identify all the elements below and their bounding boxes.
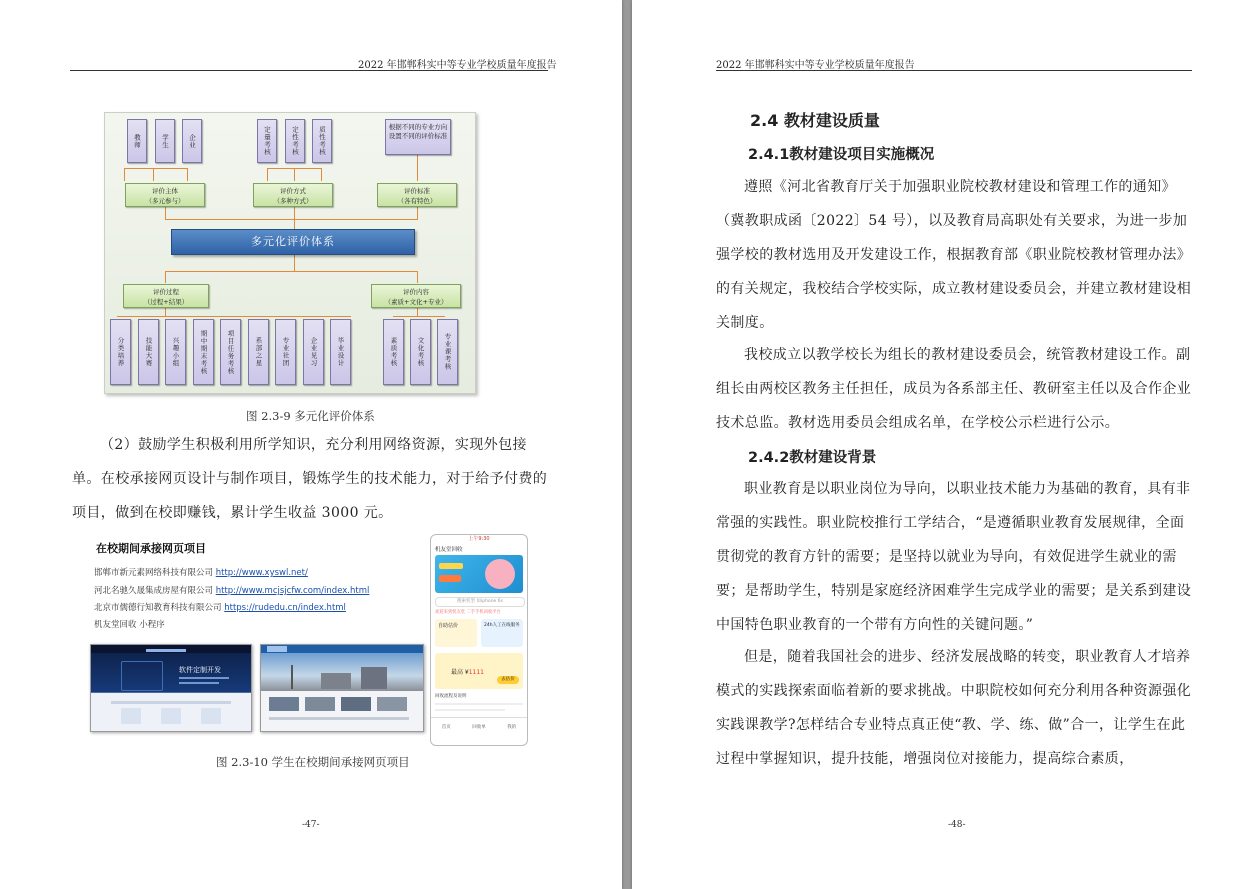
bottom-item: 项目任务考核 — [220, 319, 241, 385]
search-input[interactable]: 搜索机型 如iphone 6s — [435, 597, 525, 607]
mini-program-screenshot — [430, 534, 528, 746]
top-item: 定量考核 — [257, 119, 277, 163]
website-screenshot-2 — [260, 644, 424, 732]
banner-text: 软件定制开发 — [179, 666, 221, 674]
bottom-item: 专业课考核 — [437, 319, 458, 385]
body-paragraph: （2）鼓励学生积极利用所学知识，充分利用网络资源，实现外包接单。在校承接网页设计与制作项目，锻炼学生的技术能力，对于给予付费的项目，做到在校即赚钱，累计学生收益 3000 元。 — [72, 437, 548, 521]
page-48 — [632, 0, 1259, 889]
project-line: 邯郸市新元素网络科技有限公司 http://www.xyswl.net/ — [94, 568, 308, 578]
bottom-item: 专业社团 — [275, 319, 296, 385]
bottom-item: 企业见习 — [303, 319, 324, 385]
nav-home[interactable]: 首页 — [441, 725, 451, 730]
mid-box-method: 评价方式 （多种方式） — [253, 183, 333, 207]
section-heading: 2.4 教材建设质量 — [750, 111, 880, 130]
project-link[interactable]: https://rudedu.cn/index.html — [224, 603, 346, 613]
nav-orders[interactable]: 回收单 — [472, 725, 486, 730]
page-number: -48- — [948, 820, 966, 830]
figure-caption: 图 2.3-9 多元化评价体系 — [246, 409, 375, 423]
mid-box-subject: 评价主体 （多元参与） — [125, 183, 205, 207]
body-paragraph: 我校成立以教学校长为组长的教材建设委员会，统管教材建设工作。副组长由两校区教务主任担任，成员为各系部主任、教研室主任以及合作企业技术总监。教材选用委员会组成名单，在学校公示栏进行公示。 — [716, 347, 1192, 431]
bottom-item: 分类培养 — [110, 319, 131, 385]
evaluation-system-diagram — [104, 112, 476, 394]
page-header: 2022 年邯郸科实中等专业学校质量年度报告 — [716, 60, 915, 71]
project-link[interactable]: http://www.mcjsjcfw.com/index.html — [215, 586, 370, 596]
bottom-item: 系部之星 — [248, 319, 269, 385]
app-title: 机友堂回收 — [435, 547, 463, 553]
bottom-item: 技能大赛 — [138, 319, 159, 385]
bottom-item: 文化考核 — [410, 319, 431, 385]
nav-mine[interactable]: 我的 — [507, 725, 517, 730]
bottom-item: 期中期末考核 — [193, 319, 214, 385]
estimate-button[interactable]: 去估价 — [497, 676, 519, 684]
section-title: 回收流程及说明 — [435, 694, 467, 699]
promo-card-1[interactable]: 自助估价 — [435, 619, 477, 647]
bottom-item: 素质考核 — [383, 319, 404, 385]
bottom-item: 兴趣小组 — [165, 319, 186, 385]
notice-text: 欢迎来到机友堂 二手手机回收平台 — [435, 610, 501, 615]
project-line: 机友堂回收 小程序 — [94, 620, 165, 630]
lower-box-content: 评价内容 （素质+文化+专业） — [371, 284, 461, 308]
subsection-heading: 2.4.1教材建设项目实施概况 — [748, 147, 935, 163]
project-line: 河北名驰久晟集成房屋有限公司 http://www.mcjsjcfw.com/index.html — [94, 586, 370, 596]
top-item: 企业 — [182, 119, 202, 163]
subsection-heading: 2.4.2教材建设背景 — [748, 450, 877, 466]
page-header: 2022 年邯郸科实中等专业学校质量年度报告 — [358, 60, 557, 71]
lower-box-process: 评价过程 （过程+结果） — [123, 284, 209, 308]
project-link[interactable]: http://www.xyswl.net/ — [215, 568, 308, 578]
top-item: 质性考核 — [312, 119, 332, 163]
page-47 — [0, 0, 622, 889]
bottom-nav — [431, 717, 527, 736]
header-rule — [716, 70, 1192, 71]
top-note: 根据不同的专业方向设置不同的评价标准 — [385, 119, 451, 155]
web-projects-figure — [86, 534, 530, 746]
website-screenshot-1 — [90, 644, 252, 732]
bottom-item: 毕业设计 — [330, 319, 351, 385]
body-paragraph: 遵照《河北省教育厅关于加强职业院校教材建设和管理工作的通知》（冀教职成函〔2022〕54 号），以及教育局高职处有关要求，为进一步加强学校的教材选用及开发建设工作，根据教育部《职业院校教材管理办法》的有关规定，我校结合学校实际，成立教材建设委员会，并建立教材建设相关制度。 — [716, 179, 1192, 331]
top-item: 定性考核 — [285, 119, 305, 163]
top-item: 学生 — [155, 119, 175, 163]
body-paragraph: 但是，随着我国社会的进步、经济发展战略的转变，职业教育人才培养模式的实践探索面临着新的要求挑战。中职院校如何充分利用各种资源强化实践课教学?怎样结合专业特点真正使“教、学、练、做”合一，让学生在此过程中掌握知识，提升技能，增强岗位对接能力，提高综合素质， — [716, 649, 1192, 767]
page-number: -47- — [302, 820, 320, 830]
figure-title: 在校期间承接网页项目 — [96, 542, 206, 555]
top-item: 教师 — [127, 119, 147, 163]
phone-status: 上午9:30 — [468, 536, 490, 542]
project-line: 北京市儒德行知教育科技有限公司 https://rudedu.cn/index.html — [94, 603, 346, 613]
price-line: 最高 ¥1111 — [451, 669, 485, 676]
header-rule — [70, 70, 548, 71]
figure-caption: 图 2.3-10 学生在校期间承接网页项目 — [216, 755, 410, 769]
promo-card-2[interactable]: 24h人工在线服务 — [481, 619, 523, 647]
mid-box-standard: 评价标准 （各有特色） — [377, 183, 457, 207]
center-box: 多元化评价体系 — [171, 229, 415, 255]
body-paragraph: 职业教育是以职业岗位为导向，以职业技术能力为基础的教育，具有非常强的实践性。职业院校推行工学结合，“是遵循职业教育发展规律，全面贯彻党的教育方针的需要；是坚持以就业为导向，有效促进学生就业的需要；是帮助学生，特别是家庭经济困难学生完成学业的需要；是关系到建设中国特色职业教育的一个带有方向性的关键问题。” — [716, 481, 1192, 633]
